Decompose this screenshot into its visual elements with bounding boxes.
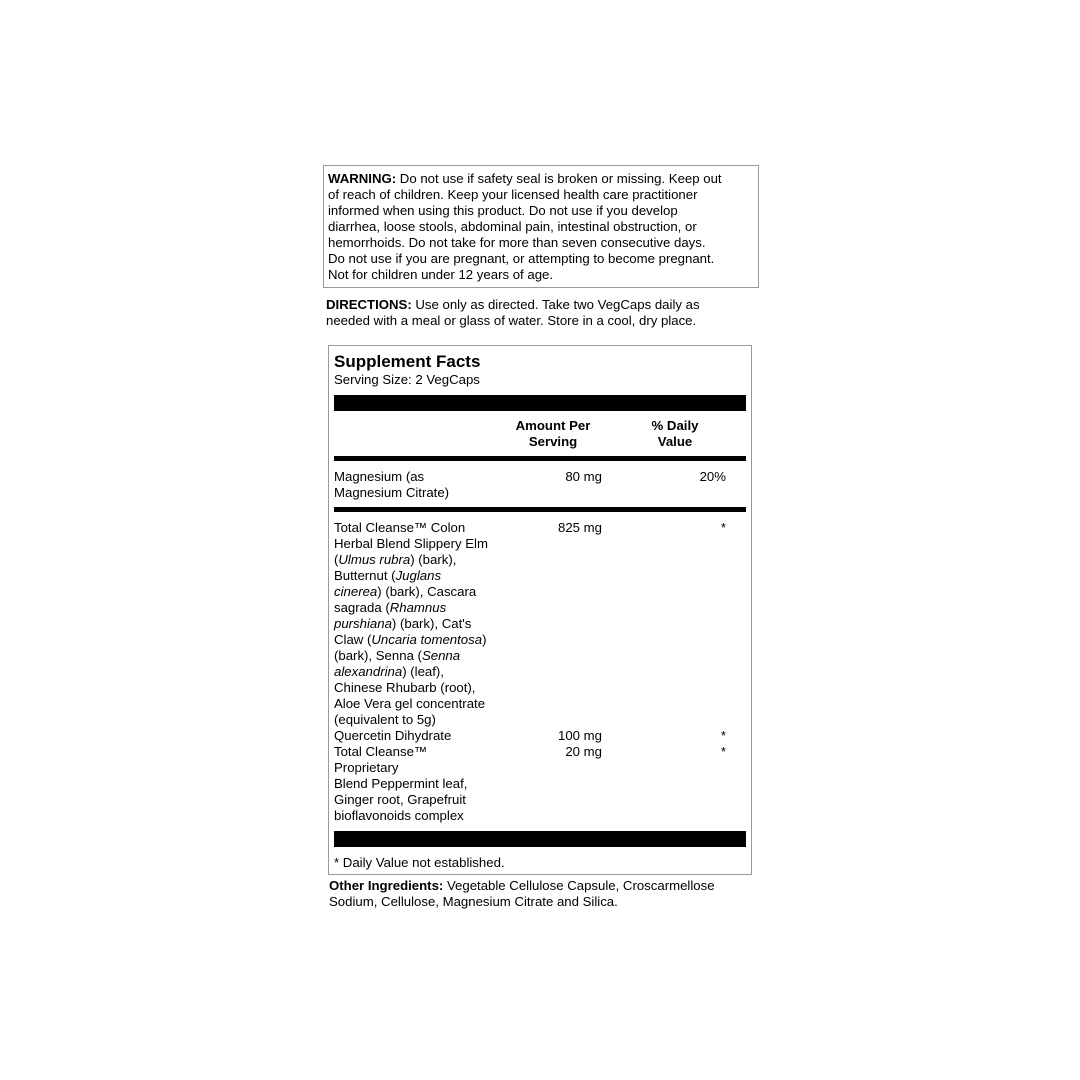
- other-text: Vegetable Cellulose Capsule, Croscarmellose: [443, 878, 715, 893]
- header-amount-line: Serving: [528, 434, 578, 449]
- warning-line: hemorrhoids. Do not take for more than seven consecutive days.: [328, 235, 706, 250]
- nutrient-daily-value: *: [720, 520, 726, 535]
- latin-name: Senna: [421, 648, 461, 663]
- name-line: (equivalent to 5g): [334, 712, 436, 727]
- nutrient-amount: 20 mg: [565, 744, 602, 759]
- table-row: [334, 461, 746, 507]
- name-line: Chinese Rhubarb (root),: [334, 680, 476, 695]
- name-line: Total Cleanse™ Colon: [334, 520, 466, 535]
- directions-text: Use only as directed. Take two VegCaps daily as: [411, 297, 700, 312]
- text: ) (bark), Cat's: [391, 616, 472, 631]
- header-daily-value: [604, 411, 746, 456]
- name-line: bioflavonoids complex: [334, 808, 464, 823]
- latin-name: alexandrina: [334, 664, 403, 679]
- other-label: Other Ingredients:: [329, 878, 444, 893]
- name-line: Proprietary: [334, 760, 399, 775]
- name-line: [334, 632, 502, 648]
- latin-name: Ulmus rubra: [338, 552, 411, 567]
- other-line: Sodium, Cellulose, Magnesium Citrate and Silica.: [329, 894, 618, 909]
- header-empty: [334, 411, 502, 456]
- header-dv-line: Value: [657, 434, 693, 449]
- name-line: Herbal Blend Slippery Elm: [334, 536, 488, 551]
- latin-name: cinerea: [334, 584, 378, 599]
- nutrient-daily-value: *: [720, 744, 726, 759]
- warning-line: Not for children under 12 years of age.: [328, 267, 554, 282]
- warning-box: [323, 165, 759, 288]
- facts-table: [334, 512, 746, 824]
- facts-title: Supplement Facts: [334, 352, 481, 371]
- name-line: Ginger root, Grapefruit: [334, 792, 466, 807]
- text: Claw (: [334, 632, 372, 647]
- divider-bar: [334, 831, 746, 847]
- facts-table: [334, 411, 746, 456]
- table-row: [334, 744, 746, 824]
- name-line: Magnesium Citrate): [334, 485, 450, 500]
- nutrient-amount: 100 mg: [558, 728, 602, 743]
- warning-text: Do not use if safety seal is broken or missing. Keep out: [396, 171, 722, 186]
- warning-line: informed when using this product. Do not use if you develop: [328, 203, 678, 218]
- header-amount-line: Amount Per: [515, 418, 591, 433]
- nutrient-amount: 825 mg: [558, 520, 602, 535]
- other-ingredients: [329, 878, 754, 910]
- text: (: [334, 552, 339, 567]
- text: ) (bark),: [410, 552, 457, 567]
- divider-bar: [334, 395, 746, 411]
- header-amount: [502, 411, 604, 456]
- latin-name: Rhamnus: [389, 600, 447, 615]
- latin-name: Uncaria tomentosa: [371, 632, 483, 647]
- text: (bark), Senna (: [334, 648, 422, 663]
- table-row: [334, 512, 746, 728]
- name-line: Aloe Vera gel concentrate: [334, 696, 486, 711]
- latin-name: purshiana: [334, 616, 392, 631]
- directions-line: [326, 297, 746, 313]
- text: ) (leaf),: [402, 664, 444, 679]
- directions-block: [326, 297, 746, 329]
- name-line: [334, 600, 502, 616]
- serving-size: Serving Size: 2 VegCaps: [334, 372, 480, 387]
- nutrient-daily-value: 20%: [699, 469, 726, 484]
- name-line: [334, 616, 502, 632]
- warning-line: of reach of children. Keep your licensed health care practitioner: [328, 187, 698, 202]
- latin-name: Juglans: [395, 568, 442, 583]
- nutrient-daily-value: *: [720, 728, 726, 743]
- nutrient-amount: 80 mg: [565, 469, 602, 484]
- name-line: Total Cleanse™: [334, 744, 428, 759]
- name-line: Magnesium (as: [334, 469, 425, 484]
- name-line: [334, 568, 502, 584]
- warning-line: [328, 171, 754, 187]
- table-header-row: [334, 411, 746, 456]
- directions-label: DIRECTIONS:: [326, 297, 412, 312]
- name-line: [334, 584, 502, 600]
- nutrient-name: [334, 461, 502, 507]
- nutrient-name: Quercetin Dihydrate: [334, 728, 452, 743]
- name-line: [334, 648, 502, 664]
- text: sagrada (: [334, 600, 390, 615]
- table-row: [334, 728, 746, 744]
- name-line: Blend Peppermint leaf,: [334, 776, 468, 791]
- name-line: [334, 664, 502, 680]
- facts-table: [334, 461, 746, 507]
- warning-line: diarrhea, loose stools, abdominal pain, intestinal obstruction, or: [328, 219, 697, 234]
- header-dv-line: % Daily: [651, 418, 699, 433]
- daily-value-footnote: * Daily Value not established.: [334, 855, 505, 870]
- other-line: [329, 878, 754, 894]
- name-line: [334, 552, 502, 568]
- text: ) (bark), Cascara: [377, 584, 477, 599]
- directions-line: needed with a meal or glass of water. Store in a cool, dry place.: [326, 313, 697, 328]
- nutrient-name: [334, 512, 502, 728]
- supplement-facts-panel: [328, 345, 752, 875]
- text: ): [482, 632, 487, 647]
- nutrient-name: [334, 744, 502, 824]
- text: Butternut (: [334, 568, 396, 583]
- warning-line: Do not use if you are pregnant, or attempting to become pregnant.: [328, 251, 715, 266]
- warning-label: WARNING:: [328, 171, 397, 186]
